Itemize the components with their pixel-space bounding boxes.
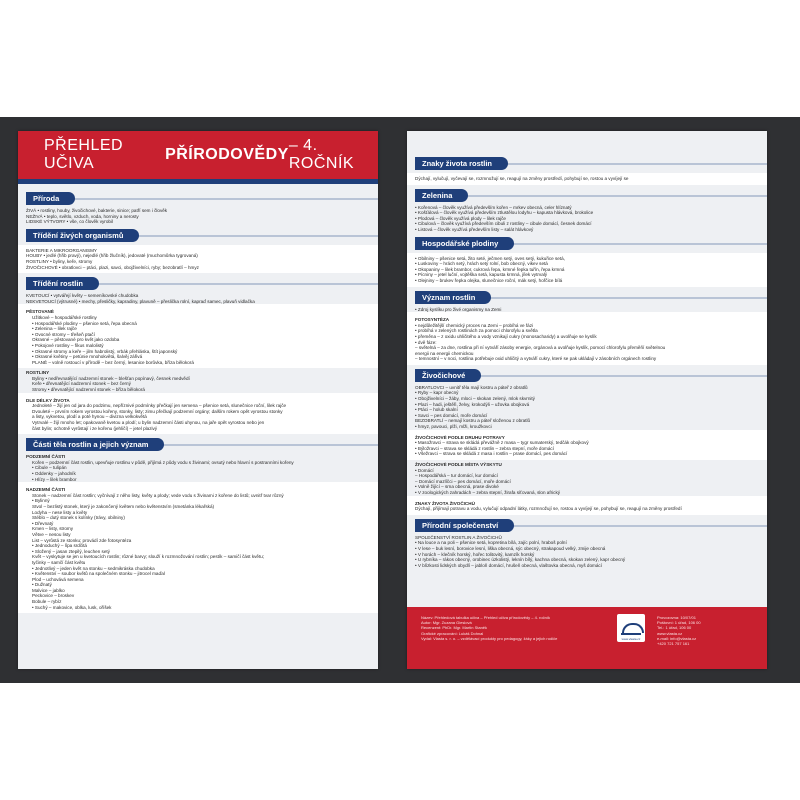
text-line: Jednoleté – žijí jen od jara do podzimu, nepříznivé podmínky přečkají jen semena – pšenice setá, slunečnice roční, lilek rajče [32, 403, 287, 409]
text-line: • Okrasné květiny – petúnie mnohokvětá, šalvěj zářivá [32, 354, 143, 360]
text-line: • Ryby – kapr obecný [415, 390, 459, 396]
text-line: – temnostní – v noci, rostlina potřebuje oxid uhličitý a vytváří cukry, které se pak ukládají v zásobních orgánech rostliny [415, 356, 657, 362]
text-line: Peckovice – broskev [32, 593, 75, 599]
text-line: • Masožravci – strava se skládá převážně z masa – tygr sumaterský, tedčák obojkový [415, 440, 589, 446]
text-line: Malvice – jablko [32, 587, 65, 593]
section-header-trideni-organismu: Třídění živých organismů [18, 229, 378, 242]
text-line: • Obilniny – pšenice setá, žito seté, ječmen setý, oves setý, kukuřice setá, [415, 255, 565, 261]
text-line: • Olejniny – brukev řepka olejka, slunečnice roční, mák setý, hořčice bílá [415, 277, 563, 283]
text-line: List – vyrůstá ze stonku; provádí zde fotosyntéza [32, 537, 132, 543]
section-header-zelenina: Zelenina [407, 189, 767, 202]
text-line: Grafické zpracování: Lukáš Dohnal [421, 630, 484, 636]
spolecenstvi-text [415, 535, 759, 569]
trideni-organismu-text [18, 245, 378, 273]
text-line: Okrasné – pěstované pro květ jako ozdoba [32, 337, 120, 343]
section-header-trideni-rostlin: Třídění rostlin [18, 277, 378, 290]
text-line: Název: Přehledová tabulka učiva – Přehled učiva přírodovědy – 4. ročník [421, 615, 550, 620]
text-line: část bylin; ochotně vyrůstají i ze kořenu (jehličí) – jetel plazivý [32, 425, 158, 431]
text-line: Kmen – listy, stromy [32, 526, 74, 532]
text-line: • Složený – jasan ztepilý, leuchen setý [32, 548, 110, 554]
text-line: • Jednotlivý – jeden květ na stonku – sedmikráska chudobka [32, 565, 155, 571]
footer [407, 607, 767, 669]
text-line: • Pokojové rostliny – fíkus malolistý [32, 342, 104, 348]
text-line: Plod – uchovává semena [32, 576, 84, 582]
text-line: • Dužnatý [32, 582, 52, 588]
section-header-znaky: Znaky života rostlin [407, 157, 767, 170]
text-line: • Domácí [415, 467, 434, 473]
text-line: Květ – vyskytuje se jen u kvetoucích rostlin; různé barvy; slouží k rozmnožování rostlin; pestík – samičí část květu; [32, 554, 265, 560]
section-header-spolecenstvi: Přírodní společenství [407, 519, 767, 532]
text-line: Recenzent: PhDr. Mgr. Martin Staněk [421, 625, 488, 631]
text-line: Dýchají, vylučují, vyčevají se, rozmnožují se, reagují na změny prostředí, pohybují se, rostou a vyvíjejí se [415, 176, 629, 181]
hospodarske-text [407, 253, 767, 287]
text-line: • Luskoviny – hrách setý, hrách setý rolní, bob obecný, vikev setá [415, 261, 548, 267]
text-line: NEKVETOUCÍ (výtrusné) • mechy, přesličky, kapradiny, plavuně – přeslička rolní, kapraď samec, plavuň vidlačka [26, 298, 255, 304]
text-line: Lodyha – nese listy a květy [32, 509, 88, 515]
text-line: • Volně žijící – srna obecná, prase divoké [415, 484, 499, 490]
text-line: • Okopaniny – lilek brambor, cukrová řepa, krmné řepka tuřín, řepa krmná [415, 266, 565, 272]
text-line: • U rybníka – rákos obecný, orobinec úzkolistý, leknín bílý, kachna obecná, skokan zelený, kapr obecný [415, 557, 626, 563]
text-line: Bobule – rybíz [32, 599, 62, 605]
text-line: • dvě fáze: [415, 339, 437, 345]
text-line: • Všežravci – strava se skládá z masa i rostlin – prase domácí, pes domácí [415, 451, 568, 457]
text-line: LIDSKÉ VÝTVORY • vše, co člověk vyrobil [26, 219, 113, 225]
zelenina-text [415, 205, 759, 233]
text-line: SPOLEČENSTVÍ ROSTLIN A ŽIVOČICHŮ [415, 534, 502, 540]
text-line: Autor: Mgr. Zuzana Gieslová [421, 620, 472, 626]
text-line: • Oddenky – jahodník [32, 471, 76, 476]
text-line: Užitkové – hospodářské rostliny [32, 314, 97, 320]
text-line: • Ptáci – holub skalní [415, 407, 458, 413]
text-line: PLANĚ – volně rostoucí v přírodě – bez černý, lesanice borůvka, bříza bělokorá [32, 359, 194, 365]
text-line: • V horách – klečník horský, hořec tolitovitý, kamzík horský [415, 551, 535, 557]
text-line: Tel.: 1 úřad, 106 00 [657, 625, 692, 631]
znaky-text [407, 173, 767, 185]
text-line: ŽIVÁ • rostliny, houby, živočichové, bakterie, sinice; patří sem i člověk [26, 208, 168, 213]
text-line: • Hlízy – lilek brambor [32, 476, 77, 482]
text-line: • Okrasné stromy a keře – jilm habrolistý, vrbák přehláska, štít japonský [32, 348, 178, 354]
section-header-zivocichove: Živočichové [407, 369, 767, 382]
text-line: www.vlasta.cz [657, 630, 683, 636]
text-line: Dýchají, přijímají potravu a vodu, vylučují odpadní látky, rozmnožují se, rostou a vyvíjejí se, pohybují se, reagují na změny prostředí [415, 506, 682, 512]
text-line: • V zoologických zahradách – zebra stepní, žirafa síťovaná, slon africký [415, 489, 561, 495]
text-line: tyčinky – samčí část květu [32, 559, 86, 565]
text-line: • Květenství – soubor květů na společném stonku – jitrocel maďal [32, 571, 165, 577]
text-line: Stvol – bezlistý stonek, který je zakončený květem nebo květenstvím (smetánka lékařská) [32, 503, 215, 509]
section-header-hospodarske: Hospodářské plodiny [407, 237, 767, 250]
text-line: Byliny • nedřevnatějící nadzemní stonek – blešťan popínavý, česnek medvědí [32, 375, 190, 381]
text-line: – Hospodářská – tur domácí, kur domácí [415, 473, 498, 479]
text-line: • Kořenová – člověk využívá především kořen – mrkev obecná, celer hlíznatý [415, 204, 572, 210]
text-line: • Ovocné stromy – třešeň ptačí [32, 331, 95, 337]
text-line: • Suchý – makovice, oblka, lusk, oříšek [32, 604, 112, 610]
text-line: • Cibule – tulipán [32, 465, 67, 471]
vyskyt-block: ŽIVOČICHOVÉ PODLE MÍSTA VÝSKYTU • Domácí – Hospodářská – tur domácí, kur domácí – Domácí mazlíčci – pes domácí, moře domácí • Volně žijící – srna obecná, prase divoké • V zoologických zahradách – zebra stepní, žirafa síťovaná, slon africký [415, 462, 759, 496]
fotosynteza-block: FOTOSYNTÉZA • nejdůležitější chemický proces na Zemi – probíhá ve fázi • probíhá v zelených rostlinách za pomoci chlorofylu a světla • přeměna – z oxidu uhličitého a vody vznikají cukry (monosacharidy) a uvolňuje se kyslík • dvě fáze: – světelná – za dne, rostlina při ní vytváří zásoby energie, orgánová a uvolňuje kyslík, pomocí chlorofylu přeměňí světelnou energii na energii chemickou – temnostní – v noci, rostlina potřebuje oxid uhličitý a vytváří cukry, které se pak ukládají v zásobních orgánech rostliny [407, 312, 767, 365]
text-line: ŽIVOČICHOVÉ • obratlovci – ptáci, plazi, savci, obojživelníci, ryby; bezobratlí – hmyz [26, 264, 199, 270]
text-line: Dvouleté – prvním rokem vyrostou kořeny, stonky, listy; zimu přečkají podzemní orgány; dalším rokem opět vyrostou stonky [32, 408, 283, 414]
text-line: ROSTLINY • byliny, keře, stromy [26, 258, 93, 264]
text-line: • Cibulová – člověk využívá především cibuli z rostliny – cibule domácí, česnek domácí [415, 221, 592, 227]
podzemni-casti-block: PODZEMNÍ ČÁSTI Kořen – podzemní část rostlin, upevňuje rostlinu v půdě, přijímá z půdy vodu s živinami; ovsutý nebo hlavní s postranními kořeny • Cibule – tulipán • Oddenky – jahodník • Hlízy – lilek brambor [26, 454, 370, 482]
text-line: • Savci – pes domácí, moře domácí [415, 412, 488, 418]
rostliny-block: ROSTLINY Byliny • nedřevnatějící nadzemní stonek – blešťan popínavý, česnek medvědí Keře • dřevnatějící nadzemní stonek – bez černý Stromy • dřevnatějící nadzemní stonek – bříza bělokorá [26, 370, 370, 392]
section-header-vyznam: Význam rostlin [407, 291, 767, 304]
potrava-block: ŽIVOČICHOVÉ PODLE DRUHU POTRAVY • Masožravci – strava se skládá převážně z masa – tygr sumaterský, tedčák obojkový • Býložravci – strava se skládá z rostlin – zebra stepní, moře domácí • Všežravci – strava se skládá z masa i rostlin – prase domácí, pes domácí [407, 430, 767, 460]
text-line: energii na energii chemickou [415, 350, 474, 356]
text-line: • Košťálová – člověk využívá především ztlustělou lodyhu – kapusta hlávková, brokolice [415, 210, 594, 216]
text-line: • V lese – buk lesní, borovice lesní, liška obecná, sýc obecný, strakapoud velký, zmije obecná [415, 545, 606, 551]
page-title: PŘEHLED UČIVA PŘÍRODOVĚDY – 4. ROČNÍK [18, 131, 378, 179]
text-line: • přeměna – z oxidu uhličitého a vody vznikají cukry (monosacharidy) a uvolňuje se kyslík [415, 333, 597, 339]
text-line: +420 721 757 161 [657, 641, 690, 647]
text-line: • Býložravci – strava se skládá z rostlin – zebra stepní, moře domácí [415, 445, 554, 451]
footer-credits [421, 615, 557, 641]
text-line: • Hospodářské plodiny – pšenice setá, řepa obecná [32, 320, 137, 326]
footer-contact [657, 615, 701, 646]
text-line: Stromy • dřevnatějící nadzemní stonek – bříza bělokorá [32, 387, 145, 393]
text-line: • Plodová – člověk využívá plody – lilek rajče [415, 215, 506, 221]
section-header-casti: Části těla rostlin a jejich význam [18, 438, 378, 451]
nadzemni-casti-block: NADZEMNÍ ČÁSTI Stonek – nadzemní část rostlin; vyčnívají z něho listy, květy a plody; vede vodu s živinami z kořene do listů; uvnitř tvar různý • Bylinný Stvol – bezlistý stonek, který je zakončený květem nebo květenstvím (smetánka lékařská) Lodyha – nese listy a květy Stéblo – dutý stonek s kolínky (trávy, obilniny) • Dřevnatý Kmen – listy, stromy Větve – nesou listy List – vyrůstá ze stonku; provádí zde fotosyntéza • Jednoduchý – lípa srdčitá • Složený – jasan ztepilý, leuchen setý Květ – vyskytuje se jen u kvetoucích rostlin; různé barvy; slouží k rozmnožování rostlin; pestík – samičí část květu; tyčinky – samčí část květu • Jednotlivý – jeden květ na stonku – sedmikráska chudobka • Květenství – soubor květů na společném stonku – jitrocel maďal Plod – uchovává semena • Dužnatý Malvice – jablko Peckovice – broskev Bobule – rybíz • Suchý – makovice, oblka, lusk, oříšek [18, 482, 378, 613]
text-line: • Dřevnatý [32, 520, 54, 526]
text-line: Vytrvalé – žijí mnoho let; opakovaně kvetou a plodí; u bylin nadzemní části uhynou, na jaře opět vyrostou nebo jen [32, 420, 265, 426]
text-line: • Na louce a na poli – pšenice setá, kopretina bílá, zajíc polní, hraboš polní [415, 540, 567, 546]
text-line: Větve – nesou listy [32, 531, 71, 537]
text-line: Kořen – podzemní část rostlin, upevňuje rostlinu v půdě, přijímá z půdy vodu s živinami; ovsutý nebo hlavní s postranními kořeny [32, 459, 294, 465]
text-line: – světelná – za dne, rostlina při ní vytváří zásoby energie, orgánová a uvolňuje kyslík, pomocí chlorofylu přeměňí světelnou [415, 345, 666, 351]
text-line: • nejdůležitější chemický proces na Zemi – probíhá ve fázi [415, 322, 534, 328]
text-line: • Obojživelníci – žáby, mloci – skokan zelený, mlok skvrnitý [415, 396, 535, 402]
text-line: e-mail: info@vlasta.cz [657, 635, 697, 641]
text-line: • Bylinný [32, 498, 50, 504]
left-sheet [18, 131, 378, 669]
text-line: Provozovna: 10/07/01 [657, 615, 696, 620]
text-line: • hmyz, pavouci, plži, mlži, kroužkovci [415, 424, 492, 430]
obratlovci-block [415, 385, 759, 430]
delka-zivota-block: DLE DÉLKY ŽIVOTA Jednoleté – žijí jen od jara do podzimu, nepříznivé podmínky přečkají jen semena – pšenice setá, slunečnice roční, lilek rajče Dvouleté – prvním rokem vyrostou kořeny, stonky, listy; zimu přečkají podzemní orgány; dalším rokem opět vyrostou stonky a listy, vykvetou, plodí a poté hynou – divizna velkokvětá Vytrvalé – žijí mnoho let; opakovaně kvetou a plodí; u bylin nadzemní části uhynou, na jaře opět vyrostou nebo jen část bylin; ochotně vyrůstají i ze kořenu (jehličí) – jetel plazivý [18, 393, 378, 435]
text-line: • V blízkosti lidských obydlí – jabloň domácí, hrušeň obecná, vlaštovka obecná, myš domácí [415, 562, 602, 568]
text-line: • Zelenina – lilek rajče [32, 326, 77, 332]
section-header-priroda: Příroda [18, 192, 378, 205]
text-line: • Listová – člověk využívá především listy – salát hlávkový [415, 226, 534, 232]
text-line: Vydal: Vlasta s. r. o. – vzdělávací produkty pro pedagogy, žáky a jejich rodiče [421, 635, 558, 641]
priroda-text [26, 208, 370, 225]
text-line: • Plazi – hadi, ještěři, želvy, krokodýli – užovka obojková [415, 401, 530, 407]
text-line: • Zdroj kyslíku pro živé organismy na Zemi [415, 306, 502, 312]
text-line: Keře • dřevnatějící nadzemní stonek – bez černý [32, 381, 131, 387]
text-line: • Jednoduchý – lípa srdčitá [32, 543, 87, 549]
text-line: KVETOUCÍ • vytvářejí květy – semeníkovské chudobka [26, 293, 139, 299]
text-line: BEZOBRATLÍ – nemají kostru a páteř složenou z obratlů [415, 418, 531, 424]
text-line: HOUBY • jedlé (hřib pravý), nejedlé (hřib žlučník), jedovaté (muchomůrka tygrovaná) [26, 253, 198, 259]
text-line: NEŽIVÁ • teplo, světlo, vzduch, voda, horniny a nerosty [26, 213, 139, 219]
text-line: Stéblo – dutý stonek s kolínky (trávy, obilniny) [32, 515, 125, 521]
text-line: • probíhá v zelených rostlinách za pomoci chlorofylu a světla [415, 328, 538, 334]
text-line: a listy, vykvetou, plodí a poté hynou – divizna velkokvětá [32, 414, 147, 420]
publisher-logo: www.vlasta.cz [617, 614, 645, 642]
trideni-rostlin-intro [26, 293, 370, 304]
text-line: BAKTERIE A MIKROORGANISMY [26, 247, 97, 253]
text-line: OBRATLOVCI – uvnitř těla mají kostru a páteř z obratlů [415, 384, 528, 390]
text-line: Stonek – nadzemní část rostlin; vyčnívají z něho listy, květy a plody; vede vodu s živinami z kořene do listů; uvnitř tvar různý [32, 492, 284, 498]
right-sheet [407, 131, 767, 669]
pestovane-block: PĚSTOVANÉ Užitkové – hospodářské rostliny • Hospodářské plodiny – pšenice setá, řepa obecná • Zelenina – lilek rajče • Ovocné stromy – třešeň ptačí Okrasné – pěstované pro květ jako ozdoba • Pokojové rostliny – fíkus malolistý • Okrasné stromy a keře – jilm habrolistý, vrbák přehláska, štít japonský • Okrasné květiny – petúnie mnohokvětá, šalvěj zářivá PLANĚ – volně rostoucí v přírodě – bez černý, lesanice borůvka, bříza bělokorá [18, 304, 378, 368]
text-line: – Domácí mazlíčci – pes domácí, moře domácí [415, 478, 511, 484]
znaky-zivocichu-block: ZNAKY ŽIVOTA ŽIVOČICHŮ Dýchají, přijímají potravu a vodu, vylučují odpadní látky, rozmnožují se, rostou a vyvíjejí se, pohybují se, reagují na změny prostředí [407, 496, 767, 515]
text-line: • Pícniny – jetel luční, vojtěška setá, kapusta krmná, jílek vytrvalý [415, 272, 548, 278]
text-line: Poštovní: 1 úřad, 106 00 [657, 620, 701, 626]
